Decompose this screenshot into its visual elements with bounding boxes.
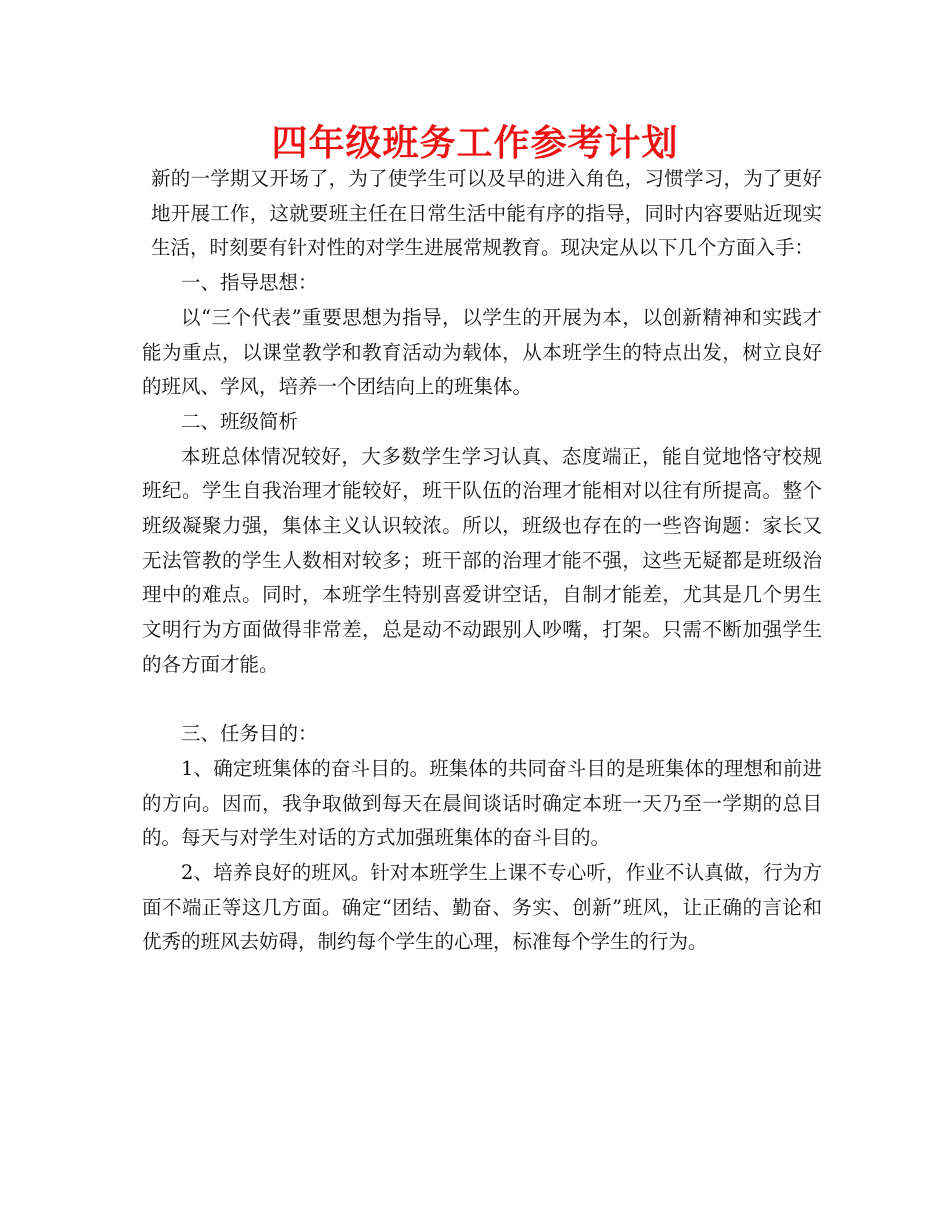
intro-paragraph: 新的一学期又开场了，为了使学生可以及早的进入角色，习惯学习，为了更好地开展工作，这就要班主任在日常生活中能有序的指导，同时内容要贴近现实生活，时刻要有针对性的对学生进展常规教育。现决定从以下几个方面入手： — [151, 167, 822, 260]
section-heading-class-analysis: 二、班级简析 — [181, 409, 299, 433]
document-body — [142, 162, 822, 960]
task-goal-item-1: 1、确定班集体的奋斗目的。班集体的共同奋斗目的是班集体的理想和前进的方向。因而，我争取做到每天在晨间谈话时确定本班一天乃至一学期的总目的。每天与对学生对话的方式加强班集体的奋斗目的。 — [142, 756, 822, 850]
section-heading-task-goals: 三、任务目的： — [181, 722, 318, 746]
document-title: 四年级班务工作参考计划 — [271, 123, 679, 164]
task-goal-item-2: 2、培养良好的班风。针对本班学生上课不专心听，作业不认真做，行为方面不端正等这几方面。确定“团结、勤奋、务实、创新”班风，让正确的言论和优秀的班风去妨碍，制约每个学生的心理，标准每个学生的行为。 — [142, 861, 822, 954]
guiding-ideology-paragraph: 以“三个代表”重要思想为指导，以学生的开展为本，以创新精神和实践才能为重点，以课堂教学和教育活动为载体，从本班学生的特点出发，树立良好的班风、学风，培养一个团结向上的班集体。 — [142, 305, 822, 399]
paragraph-spacer — [142, 683, 822, 718]
section-heading-guiding-ideology: 一、指导思想： — [181, 271, 318, 295]
class-analysis-paragraph: 本班总体情况较好，大多数学生学习认真、态度端正，能自觉地恪守校规班纪。学生自我治理才能较好，班干队伍的治理才能相对以往有所提高。整个班级凝聚力强，集体主义认识较浓。所以，班级也存在的一些咨询题：家长又无法管教的学生人数相对较多；班干部的治理才能不强，这些无疑都是班级治理中的难点。同时，本班学生特别喜爱讲空话，自制才能差，尤其是几个男生文明行为方面做得非常差，总是动不动跟别人吵嘴，打架。只需不断加强学生的各方面才能。 — [142, 444, 822, 676]
